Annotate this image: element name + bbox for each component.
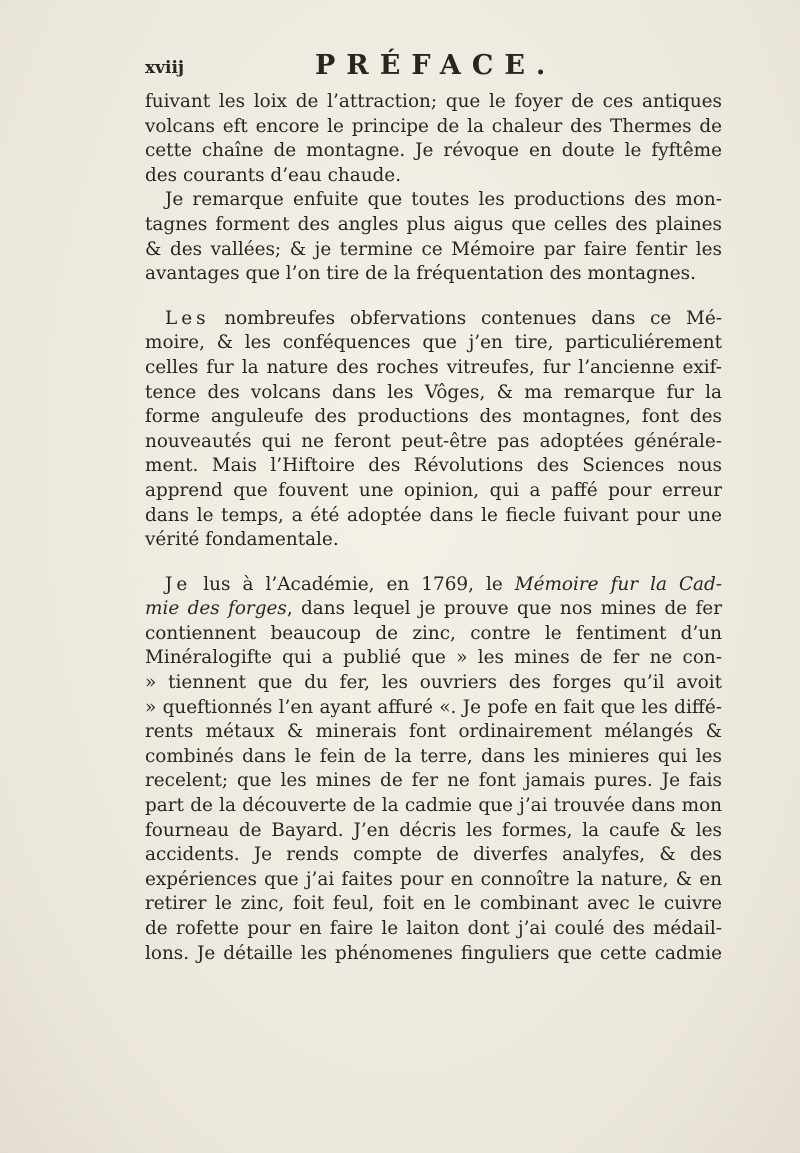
text-line: des courants d’eau chaude.: [145, 164, 402, 186]
text-line: nouveautés qui ne feront peut-être pas adoptées générale-: [145, 430, 722, 452]
paragraph-1: [145, 90, 722, 188]
text-line: fuivant les loix de l’attraction; que le foyer de ces antiques: [145, 91, 722, 112]
text-line: Je remarque enfuite que toutes les productions des mon-: [165, 189, 722, 211]
text-line: recelent; que les mines de fer ne font jamais pures. Je fais: [145, 770, 722, 792]
running-title: PRÉFACE.: [315, 50, 557, 81]
text-line: retirer le zinc, foit feul, foit en le combinant avec le cuivre: [145, 893, 722, 915]
text-line: expériences que j’ai faites pour en connoître la nature, & en: [145, 868, 722, 890]
text-line: » queftionnés l’en ayant affuré «. Je pofe en fait que les diffé-: [145, 696, 722, 718]
text-line: accidents. Je rends compte de diverfes analyfes, & des: [145, 844, 722, 866]
text-line: ment. Mais l’Hiftoire des Révolutions des Sciences nous: [145, 455, 722, 477]
line-rest: lus à l’Académie, en 1769, le: [191, 573, 515, 595]
text-line: forme anguleufe des productions des montagnes, font des: [145, 406, 722, 428]
text-line: tence des volcans dans les Vôges, & ma remarque fur la: [145, 381, 722, 403]
text-line: rents métaux & minerais font ordinairement mélangés &: [145, 721, 722, 743]
text-line: part de la découverte de la cadmie que j’ai trouvée dans mon: [145, 795, 722, 817]
paragraph-4: [145, 573, 722, 967]
text-line: lons. Je détaille les phénomenes finguliers que cette cadmie: [145, 942, 722, 964]
title-italic: mie des forges: [145, 598, 287, 620]
text-line: cette chaîne de montagne. Je révoque en doute le fyftême: [145, 140, 722, 162]
text-line: contiennent beaucoup de zinc, contre le fentiment d’un: [145, 622, 722, 644]
text-line: celles fur la nature des roches vitreufes, fur l’ancienne exif-: [145, 356, 722, 378]
body-text: [145, 90, 722, 966]
text-line: vérité fondamentale.: [145, 529, 339, 551]
paragraph-3: [145, 307, 722, 553]
page-header: [145, 46, 722, 90]
title-italic: Mémoire fur la Cad-: [514, 573, 722, 595]
line-rest: , dans lequel je prouve que nos mines de fer: [286, 598, 722, 620]
text-line: apprend que fouvent une opinion, qui a paffé pour erreur: [145, 479, 722, 501]
paragraph-lead: Je: [165, 573, 192, 595]
text-line: moire, & les conféquences que j’en tire, particuliérement: [145, 332, 722, 354]
text-line: dans le temps, a été adoptée dans le fiecle fuivant pour une: [145, 504, 722, 526]
text-line: [145, 597, 722, 622]
text-line: fourneau de Bayard. J’en décris les formes, la caufe & les: [145, 819, 722, 841]
text-line: & des vallées; & je termine ce Mémoire par faire fentir les: [145, 238, 722, 260]
text-line: [145, 307, 722, 332]
text-line: Minéralogifte qui a publié que » les mines de fer ne con-: [145, 647, 722, 669]
text-line: volcans eft encore le principe de la chaleur des Thermes de: [145, 115, 722, 137]
page-number: xviij: [145, 58, 185, 78]
text-line: [145, 573, 722, 598]
paragraph-lead: Les: [165, 307, 210, 329]
paragraph-2: [145, 188, 722, 286]
line-rest: nombreufes obfervations contenues dans ce Mé-: [209, 307, 722, 329]
text-line: combinés dans le fein de la terre, dans les minieres qui les: [145, 745, 722, 767]
text-line: tagnes forment des angles plus aigus que celles des plaines: [145, 213, 722, 235]
text-line: de rofette pour en faire le laiton dont j’ai coulé des médail-: [145, 918, 722, 939]
text-line: » tiennent que du fer, les ouvriers des forges qu’il avoit: [145, 672, 722, 694]
text-line: avantages que l’on tire de la fréquentation des montagnes.: [145, 263, 696, 285]
